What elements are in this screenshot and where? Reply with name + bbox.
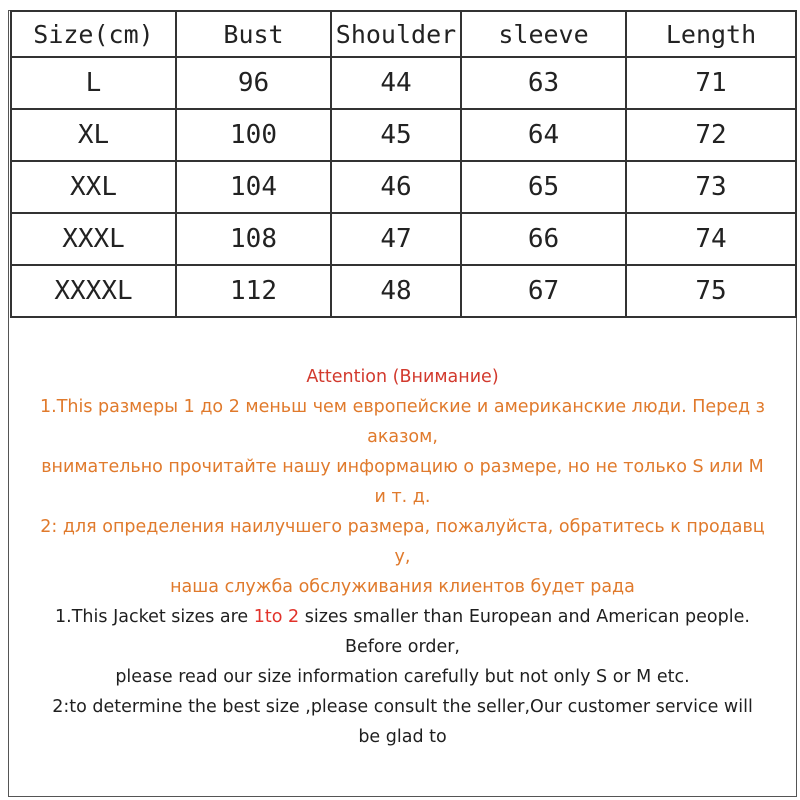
- table-cell: 67: [461, 265, 626, 317]
- table-cell: 48: [331, 265, 461, 317]
- english-note-line: Before order,: [344, 637, 460, 657]
- header-cell-size: Size(cm): [11, 11, 176, 57]
- table-cell: 71: [626, 57, 796, 109]
- table-row: [11, 57, 796, 109]
- table-cell: L: [11, 57, 176, 109]
- table-cell: 45: [331, 109, 461, 161]
- russian-note-line: 1.This размеры 1 до 2 меньш чем европейские и американские люди. Перед з: [40, 397, 765, 417]
- table-row: [11, 109, 796, 161]
- table-row: [11, 161, 796, 213]
- table-row: [11, 265, 796, 317]
- english-note-line: please read our size information carefully but not only S or M etc.: [115, 667, 690, 687]
- size-chart-table: [10, 10, 797, 318]
- attention-title: Attention (Внимание): [306, 367, 499, 387]
- table-cell: 74: [626, 213, 796, 265]
- table-cell: 75: [626, 265, 796, 317]
- size-difference-highlight: 1to 2: [253, 607, 300, 627]
- table-cell: XXL: [11, 161, 176, 213]
- russian-note-line: 2: для определения наилучшего размера, пожалуйста, обратитесь к продавц: [40, 517, 765, 537]
- header-cell-sleeve: sleeve: [461, 11, 626, 57]
- russian-note-line: внимательно прочитайте нашу информацию о размере, но не только S или M: [41, 457, 764, 477]
- table-cell: 65: [461, 161, 626, 213]
- table-cell: 73: [626, 161, 796, 213]
- table-cell: XXXXL: [11, 265, 176, 317]
- header-cell-length: Length: [626, 11, 796, 57]
- table-cell: 66: [461, 213, 626, 265]
- table-cell: 46: [331, 161, 461, 213]
- table-cell: XXXL: [11, 213, 176, 265]
- table-cell: 96: [176, 57, 331, 109]
- table-cell: 63: [461, 57, 626, 109]
- attention-notes: [10, 362, 795, 752]
- table-cell: 47: [331, 213, 461, 265]
- table-cell: 100: [176, 109, 331, 161]
- table-row: [11, 213, 796, 265]
- english-note-text: sizes smaller than European and American people.: [299, 607, 750, 627]
- table-cell: 108: [176, 213, 331, 265]
- table-cell: 112: [176, 265, 331, 317]
- english-note-line: [10, 602, 795, 632]
- russian-note-line: и т. д.: [374, 487, 431, 507]
- russian-note-line: наша служба обслуживания клиентов будет рада: [170, 577, 635, 597]
- table-cell: 64: [461, 109, 626, 161]
- table-cell: 44: [331, 57, 461, 109]
- english-note-line: be glad to: [358, 727, 447, 747]
- header-cell-shoulder: Shoulder: [331, 11, 461, 57]
- table-cell: 104: [176, 161, 331, 213]
- english-note-line: 2:to determine the best size ,please consult the seller,Our customer service will: [52, 697, 753, 717]
- table-cell: XL: [11, 109, 176, 161]
- russian-note-line: аказом,: [367, 427, 438, 447]
- table-header-row: [11, 11, 796, 57]
- russian-note-line: у,: [394, 547, 411, 567]
- table-cell: 72: [626, 109, 796, 161]
- english-note-text: 1.This Jacket sizes are: [55, 607, 254, 627]
- header-cell-bust: Bust: [176, 11, 331, 57]
